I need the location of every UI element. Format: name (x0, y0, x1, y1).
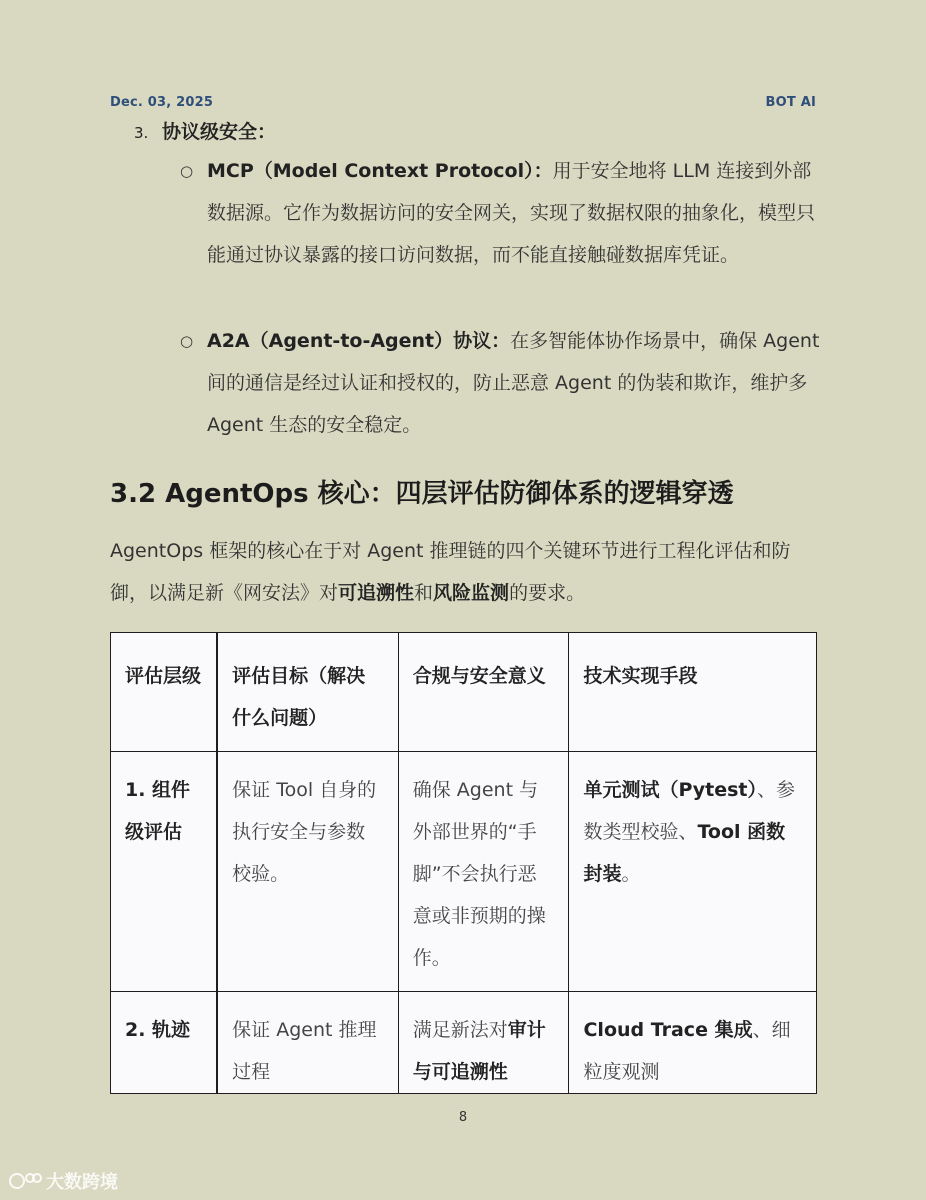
watermark-logo-icon (8, 1170, 42, 1192)
table-cell-tech (569, 752, 817, 992)
paragraph-text: 的要求。 (509, 582, 586, 604)
table-row (111, 752, 817, 992)
bullet-text: 在多智能体协作场景中，确保 Agent 间的通信是经过认证和授权的，防止恶意 Agent 的伪装和欺诈，维护多 Agent 生态的安全稳定。 (207, 330, 820, 436)
watermark-text: 大数跨境 (46, 1172, 118, 1193)
table-header-cell: 合规与安全意义 (398, 633, 569, 752)
paragraph-bold: 可追溯性 (338, 582, 415, 604)
watermark (8, 1168, 118, 1194)
table-header-row (111, 633, 817, 752)
list-title: 协议级安全： (162, 121, 277, 143)
circle-bullet-icon: ○ (180, 332, 194, 350)
paragraph-text: 和 (414, 582, 434, 604)
tech-text: 、细粒度观测 (583, 1019, 791, 1083)
header-date: Dec. 03, 2025 (110, 95, 214, 110)
bullet-item-a2a (180, 320, 820, 446)
evaluation-table (110, 632, 817, 1094)
table-cell-level: 1. 组件级评估 (111, 752, 218, 992)
compliance-bold: 审计与可追溯性 (412, 1019, 546, 1083)
header-brand: BOT AI (765, 95, 816, 110)
table-cell-compliance: 确保 Agent 与外部世界的“手脚”不会执行恶意或非预期的操作。 (398, 752, 569, 992)
tech-bold: 单元测试（Pytest） (583, 779, 758, 801)
table-header-cell: 评估层级 (111, 633, 218, 752)
circle-bullet-icon: ○ (180, 162, 194, 180)
section-heading: 3.2 AgentOps 核心：四层评估防御体系的逻辑穿透 (110, 479, 734, 509)
bullet-item-mcp (180, 150, 820, 276)
page-number: 8 (458, 1110, 468, 1125)
table-header-cell: 评估目标（解决什么问题） (217, 633, 398, 752)
tech-bold: Tool 函数封装 (583, 821, 786, 885)
table-cell-tech (569, 992, 817, 1094)
bullet-text: 用于安全地将 LLM 连接到外部数据源。它作为数据访问的安全网关，实现了数据权限的抽象化，模型只能通过协议暴露的接口访问数据，而不能直接触碰数据库凭证。 (207, 160, 816, 266)
ordered-list-item (134, 117, 276, 144)
paragraph-bold: 风险监测 (433, 582, 510, 604)
table-cell-goal: 保证 Agent 推理过程 (217, 992, 398, 1094)
list-number: 3. (134, 124, 149, 142)
table-cell-compliance (398, 992, 569, 1094)
table-row (111, 992, 817, 1094)
bullet-lead: A2A（Agent-to-Agent）协议： (207, 330, 511, 352)
compliance-text: 满足新法对 (412, 1019, 508, 1041)
body-paragraph (110, 530, 820, 614)
paragraph-text: AgentOps 框架的核心在于对 Agent 推理链的四个关键环节进行工程化评估和防御，以满足新《网安法》对 (110, 540, 791, 604)
bullet-lead: MCP（Model Context Protocol）： (207, 160, 553, 182)
tech-text: 。 (621, 863, 641, 885)
table-header-cell: 技术实现手段 (569, 633, 817, 752)
table-cell-level: 2. 轨迹 (111, 992, 218, 1094)
table-cell-goal: 保证 Tool 自身的执行安全与参数校验。 (217, 752, 398, 992)
tech-text: 、参数类型校验、 (583, 779, 796, 843)
tech-bold: Cloud Trace 集成 (583, 1019, 753, 1041)
